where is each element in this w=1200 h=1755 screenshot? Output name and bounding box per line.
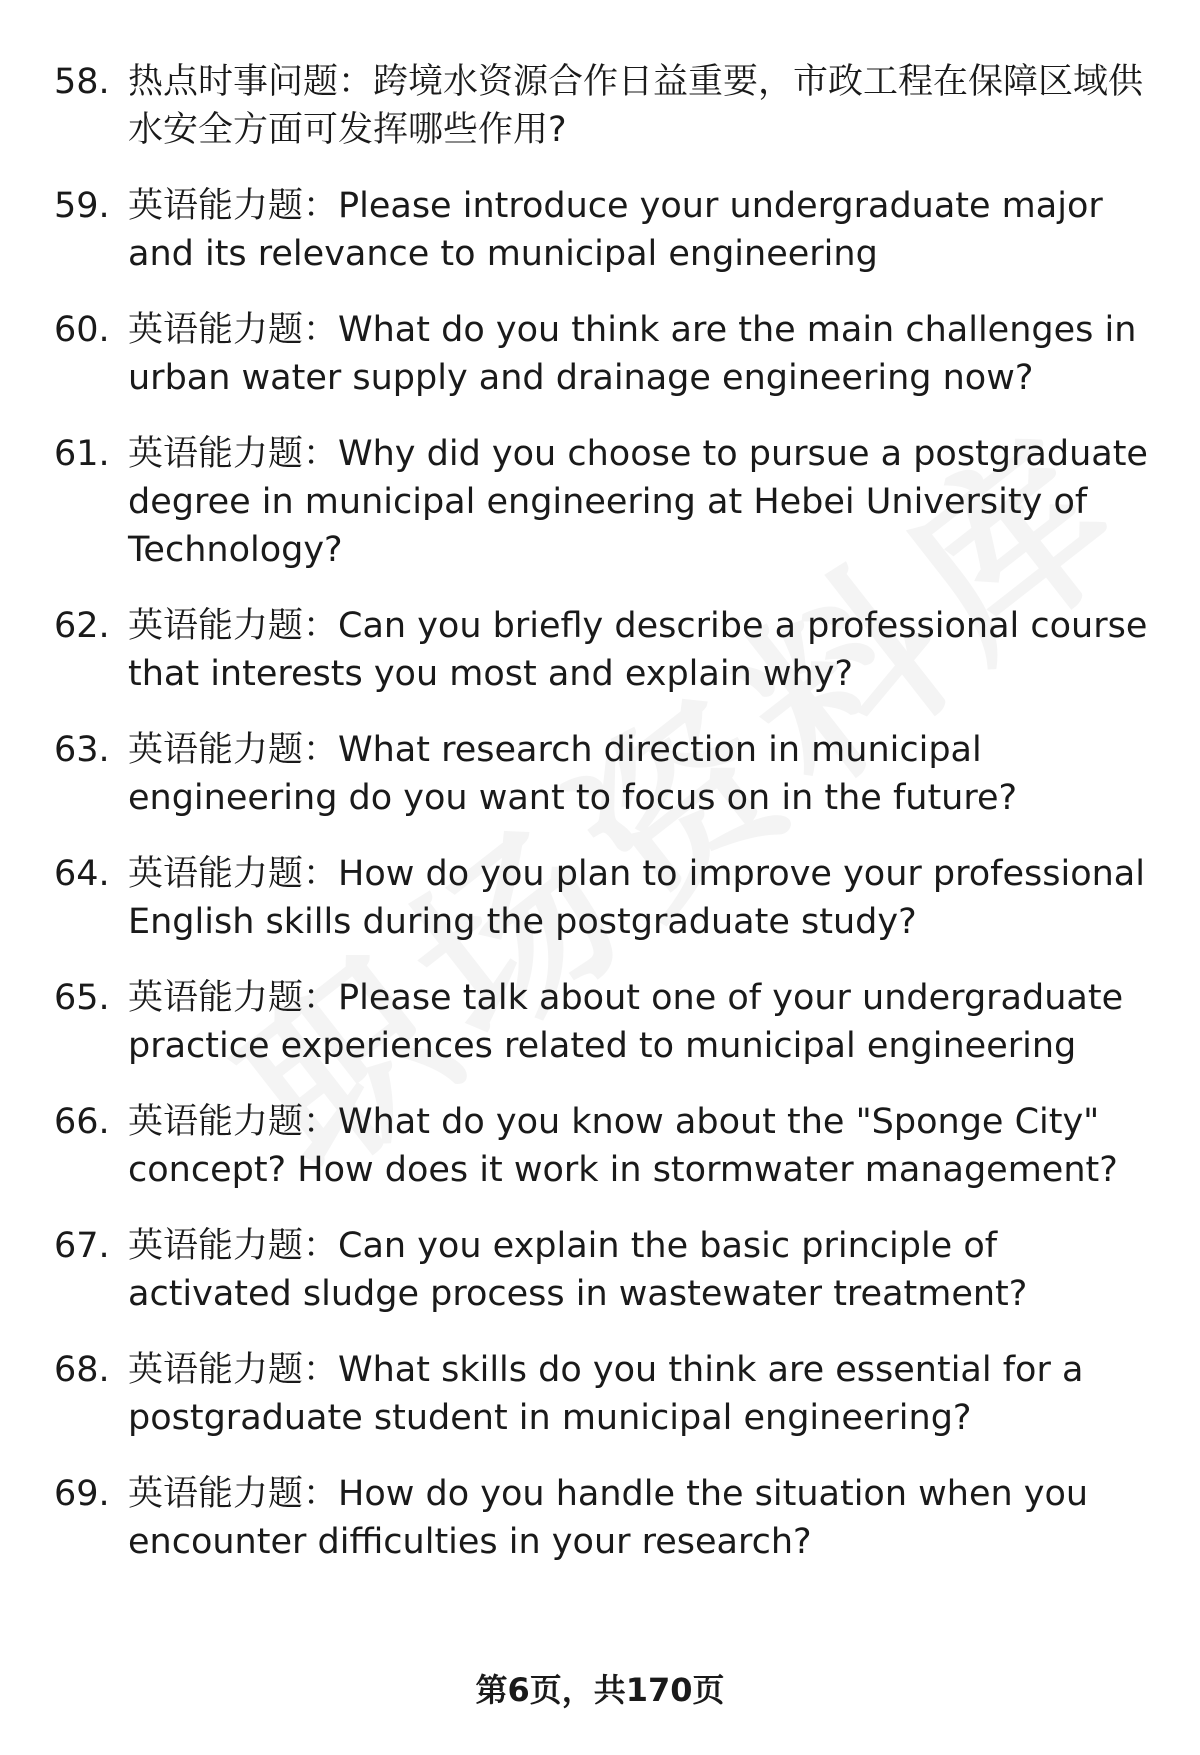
question-number: 67. [54,1226,110,1266]
question-number: 66. [54,1102,110,1142]
question-text: What do you think are the main challenges in urban water supply and drainage engineering now? [128,310,1137,398]
question-list [0,58,1200,1594]
question-text: Please talk about one of your undergraduate practice experiences related to municipal engineering [128,978,1124,1066]
question-category: 英语能力题： [128,1474,339,1514]
question-category: 英语能力题： [128,978,339,1018]
question-number: 60. [54,310,110,350]
question-number: 63. [54,730,110,770]
question-text: 跨境水资源合作日益重要，市政工程在保障区域供水安全方面可发挥哪些作用? [128,62,1144,150]
question-text: What research direction in municipal engineering do you want to focus on in the future? [128,730,1018,818]
question-item [0,850,1200,946]
question-item [0,306,1200,402]
question-number: 61. [54,434,110,474]
question-item [0,58,1200,154]
question-category: 英语能力题： [128,434,339,474]
question-text: What skills do you think are essential for a postgraduate student in municipal engineering? [128,1350,1084,1438]
question-item [0,1098,1200,1194]
question-number: 65. [54,978,110,1018]
question-item [0,1346,1200,1442]
question-item [0,602,1200,698]
question-number: 69. [54,1474,110,1514]
question-number: 58. [54,62,110,102]
question-text: Can you briefly describe a professional course that interests you most and explain why? [128,606,1148,694]
question-item [0,430,1200,574]
question-category: 热点时事问题： [128,62,374,102]
question-item [0,726,1200,822]
question-category: 英语能力题： [128,606,339,646]
question-item [0,182,1200,278]
question-text: Please introduce your undergraduate major and its relevance to municipal engineering [128,186,1103,274]
question-category: 英语能力题： [128,1350,339,1390]
question-item [0,1470,1200,1566]
question-number: 68. [54,1350,110,1390]
question-item [0,974,1200,1070]
question-text: Can you explain the basic principle of activated sludge process in wastewater treatment? [128,1226,1028,1314]
question-item [0,1222,1200,1318]
question-category: 英语能力题： [128,1226,339,1266]
page-number-footer: 第6页，共170页 [475,1671,725,1709]
question-category: 英语能力题： [128,310,339,350]
question-text: How do you plan to improve your professional English skills during the postgraduate study? [128,854,1145,942]
question-category: 英语能力题： [128,854,339,894]
question-text: What do you know about the "Sponge City" concept? How does it work in stormwater management? [128,1102,1118,1190]
question-text: How do you handle the situation when you encounter difficulties in your research? [128,1474,1089,1562]
question-text: Why did you choose to pursue a postgraduate degree in municipal engineering at Hebei University of Technology? [128,434,1148,570]
question-number: 59. [54,186,110,226]
question-category: 英语能力题： [128,186,339,226]
question-category: 英语能力题： [128,730,339,770]
question-number: 64. [54,854,110,894]
question-category: 英语能力题： [128,1102,339,1142]
question-number: 62. [54,606,110,646]
